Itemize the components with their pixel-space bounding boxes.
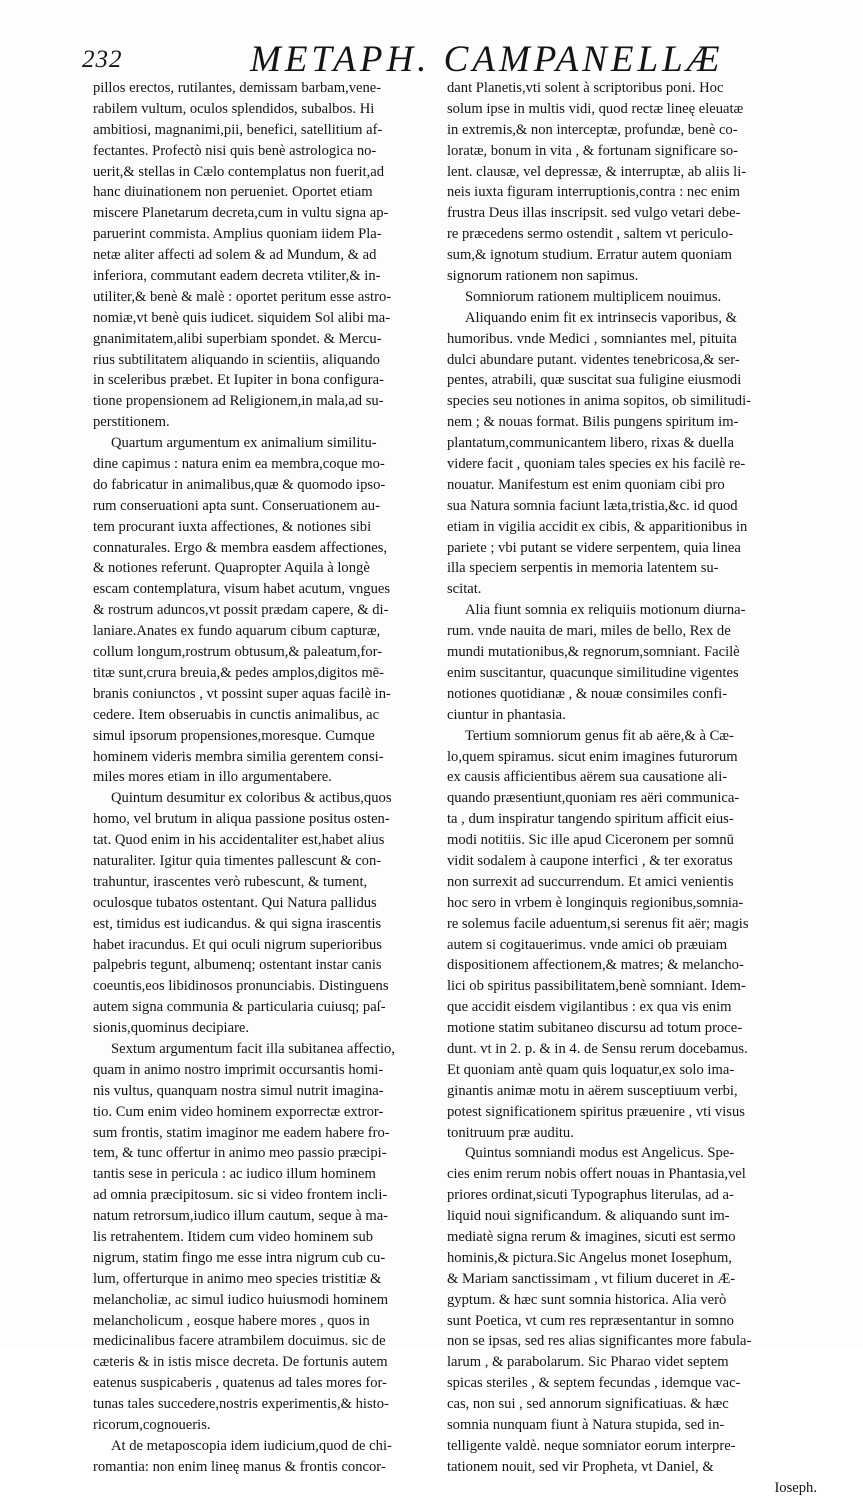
text-line: Quintus somniandi modus est Angelicus. Spe-	[465, 1145, 735, 1162]
running-head	[82, 38, 852, 78]
text-line: pillos erectos, rutilantes, demissam barbam,vene-	[93, 80, 382, 96]
text-line: coeuntis,eos libidinosos pronunciabis. Distinguens	[93, 978, 389, 995]
text-line: nem ; & nouas format. Bilis pungens spiritum im-	[447, 414, 739, 431]
text-line: collum longum,rostrum obtusum,& paleatum,for-	[93, 644, 383, 661]
text-line: palpebris tegunt, albumenq; ostentant instar canis	[93, 957, 382, 974]
text-line: rum conseruationi apta sunt. Conseruationem au-	[93, 497, 380, 514]
text-line: somnia nunquam fiunt à Natura stupida, sed in-	[447, 1417, 725, 1433]
text-line: Sextum argumentum facit illa subitanea affectio,	[111, 1040, 395, 1057]
text-line: homo, vel brutum in aliqua passione positus osten-	[93, 811, 390, 828]
right-text-column	[447, 78, 817, 1499]
text-line: ricorum,cognoueris.	[93, 1417, 211, 1433]
text-line: enim suscitantur, quacunque similitudine vigentes	[447, 664, 739, 681]
text-line: hoc sero in vrbem è longinquis regionibus,somnia-	[447, 894, 744, 911]
text-line: sum,& ignotum studium. Erratur autem quoniam	[447, 247, 732, 264]
text-line: miles mores etiam in illo argumentabere.	[93, 769, 332, 786]
text-line: naturaliter. Igitur quia timentes pallescunt & con-	[93, 852, 382, 869]
text-line: gnanimitatem,alibi superbiam spondet. & Mercu-	[93, 330, 382, 347]
text-line: hominis,& pictura.Sic Angelus monet Iosephum,	[447, 1249, 732, 1266]
text-line: autem signa communia & particularia cuiusq; paſ-	[93, 999, 386, 1016]
text-line: tantis sese in pericula : ac iudico illum hominem	[93, 1166, 376, 1183]
text-line: rius subtilitatem aliquando in scientiis, aliquando	[93, 351, 380, 368]
text-line: cas, non sui , sed annorum significatiuas. & hæc	[447, 1396, 729, 1413]
text-line: & Mariam sanctissimam , vt filium duceret in Æ-	[447, 1270, 736, 1287]
text-line: medicinalibus facere atrambilem docuimus. sic de	[93, 1333, 386, 1350]
running-title: METAPH. CAMPANELLÆ	[250, 39, 724, 80]
text-line: perstitionem.	[93, 414, 170, 431]
text-line: ex causis afficientibus aërem sua causatione ali-	[447, 769, 728, 786]
text-line: neis iuxta figuram interruptionis,contra : nec enim	[447, 184, 741, 201]
text-line: uerit,& stellas in Cælo contemplatus non fuerit,ad	[93, 163, 385, 180]
text-line: etiam in vigilia accidit ex cibis, & apparitionibus in	[447, 518, 748, 535]
text-line: eatenus suspicaberis , quatenus ad tales mores for-	[93, 1375, 387, 1392]
text-line: titæ sunt,crura breuia,& pedes amplos,digitos mē-	[93, 664, 385, 681]
text-line: escam contemplatura, visum habet acutum, vngues	[93, 581, 391, 598]
text-line: que accidit eisdem vigilantibus : ex qua vis enim	[447, 999, 732, 1016]
text-line: tat. Quod enim in his accidentaliter est,habet alius	[93, 832, 385, 849]
text-line: potest significationem spiritus præuenire , vti visus	[447, 1103, 745, 1120]
text-line: inferiora, commutant eadem decreta vtiliter,& in-	[93, 268, 381, 285]
text-line: rabilem vultum, oculos splendidos, subalbos. Hi	[93, 100, 375, 117]
text-line: sua Natura somnia faciunt læta,tristia,&c. id quod	[447, 497, 738, 514]
text-line: Aliquando enim fit ex intrinsecis vaporibus, &	[465, 309, 737, 326]
text-line: sunt Poetica, vt cum res repræsentantur in somno	[447, 1312, 734, 1329]
text-line: vidit sodalem à caupone interfici , & ter exoratus	[447, 852, 733, 869]
text-line: hanc diuinationem non perueniet. Oportet etiam	[93, 184, 373, 201]
text-line: cæteris & in istis misce decreta. De fortunis autem	[93, 1354, 388, 1371]
text-line: nomiæ,vt benè quis iudicet. siquidem Sol alibi ma-	[93, 309, 391, 326]
text-line: rum. vnde nauita de mari, miles de bello, Rex de	[447, 623, 731, 640]
page-number: 232	[82, 46, 123, 73]
text-line: videre facit , quoniam tales species ex his facilè re-	[447, 456, 746, 473]
text-line: paruerint commista. Amplius quoniam iidem Pla-	[93, 226, 382, 243]
text-line: oculosque tubatos ostentant. Qui Natura pallidus	[93, 894, 377, 911]
text-line: Somniorum rationem multiplicem nouimus.	[465, 288, 722, 305]
text-line: romantia: non enim lineę manus & frontis concor-	[93, 1458, 386, 1475]
text-line: sionis,quominus decipiare.	[93, 1020, 250, 1037]
text-line: trahuntur, irascentes verò rubescunt, & tument,	[93, 873, 368, 890]
text-line: lent. clausæ, vel depressæ, & interruptæ, ab aliis li-	[447, 163, 747, 180]
text-line: ambitiosi, magnanimi,pii, benefici, satellitium af-	[93, 121, 383, 138]
text-line: Quartum argumentum ex animalium similitu-	[111, 435, 377, 452]
text-line: pariete ; vbi putant se videre serpentem, quia linea	[447, 539, 741, 556]
text-line: gyptum. & hæc sunt somnia historica. Alia verò	[447, 1291, 727, 1308]
text-line: humoribus. vnde Medici , somniantes mel, pituita	[447, 330, 737, 347]
text-line: ciuntur in phantasia.	[447, 706, 566, 723]
text-line: Quintum desumitur ex coloribus & actibus,quos	[111, 790, 392, 807]
text-line: cies enim rerum nobis offert nouas in Phantasia,vel	[447, 1166, 746, 1183]
text-line: liquid noui significandum. & aliquando sunt im-	[447, 1208, 730, 1225]
text-line: laniare.Anates ex fundo aquarum cibum capturæ,	[93, 623, 381, 640]
text-line: modi notitiis. Sic ille apud Ciceronem per somnū	[447, 832, 734, 849]
text-line: Alia fiunt somnia ex reliquiis motionum diurna-	[465, 602, 746, 619]
text-line: do fabricatur in animalibus,quæ & quomodo ipso-	[93, 476, 386, 493]
text-line: tem procurant iuxta affectiones, & notiones sibi	[93, 518, 372, 535]
text-line: scitat.	[447, 581, 482, 598]
text-line: telligente valdè. neque somniator eorum interpre-	[447, 1437, 736, 1454]
text-line: species seu notiones in anima sopitos, ob similitudi-	[447, 393, 752, 410]
text-line: & notiones referunt. Quapropter Aquila à longè	[93, 560, 370, 577]
text-line: quando præsentiunt,quoniam res aëri communica-	[447, 790, 740, 807]
text-line: solum ipse in multis vidi, quod rectæ lineę eleuatæ	[447, 100, 744, 117]
left-text-column	[93, 78, 429, 1478]
text-line: lum, offerturque in animo meo species tristitiæ &	[93, 1270, 382, 1287]
text-line: loratæ, bonum in vita , & fortunam significare so-	[447, 142, 739, 159]
text-line: tonitruum præ auditu.	[447, 1124, 574, 1141]
text-line: est, timidus est iudicandus. & qui signa irascentis	[93, 915, 382, 932]
text-line: pentes, atrabili, quæ suscitat sua fuligine eiusmodi	[447, 372, 742, 389]
text-line: tio. Cum enim video hominem exporrectæ extror-	[93, 1103, 384, 1120]
text-line: ginantis animæ motu in aërem susceptiuum verbi,	[447, 1082, 738, 1099]
text-line: At de metaposcopia idem iudicium,quod de chi-	[111, 1437, 392, 1454]
text-line: lis retrahentem. Itidem cum video hominem sub	[93, 1228, 374, 1245]
text-line: motione statim subitaneo discursu ad totum proce-	[447, 1020, 743, 1037]
text-line: fectantes. Profectò nisi quis benè astrologica no-	[93, 142, 377, 159]
text-line: re præcedens sermo ostendit , saltem vt periculo-	[447, 226, 734, 243]
text-line: branis coniunctos , vt possint super aquas facilè in-	[93, 685, 391, 702]
text-line: dine capimus : natura enim ea membra,coque mo-	[93, 456, 385, 473]
text-line: signorum rationem non sapimus.	[447, 268, 639, 285]
text-line: tunas tales succedere,nostris experimentis,& histo-	[93, 1396, 389, 1413]
text-line: netæ aliter affecti ad solem & ad Mundum, & ad	[93, 247, 377, 264]
text-line: dunt. vt in 2. p. & in 4. de Sensu rerum docebamus.	[447, 1040, 748, 1057]
text-line: habet iracundus. Et qui oculi nigrum superioribus	[93, 936, 382, 953]
text-line: in sceleribus præbet. Et Iupiter in bona configura-	[93, 372, 384, 389]
text-line: hominem videris membra similia gerentem consi-	[93, 748, 384, 765]
text-line: natum retrorsum,iudico illum cautum, seque à ma-	[93, 1208, 389, 1225]
text-line: autem si cogitauerimus. vnde amici ob præuiam	[447, 936, 728, 953]
text-line: Tertium somniorum genus fit ab aëre,& à Cæ-	[465, 727, 734, 744]
text-line: miscere Planetarum decreta,cum in vultu signa ap-	[93, 205, 389, 222]
text-line: sum frontis, statim imaginor me eadem habere fro-	[93, 1124, 390, 1141]
text-line: utiliter,& benè & malè : oportet peritum esse astro-	[93, 288, 392, 305]
text-line: dant Planetis,vti solent à scriptoribus poni. Hoc	[447, 80, 724, 96]
text-line: plantatum,communicantem libero, rixas & duella	[447, 435, 734, 452]
text-line: lici ob spiritus passibilitatem,benè somniant. Idem-	[447, 978, 746, 995]
text-line: cedere. Item obseruabis in cunctis animalibus, ac	[93, 706, 380, 723]
text-line: non surrexit ad succurrendum. Et amici venientis	[447, 873, 734, 890]
text-line: simul ipsorum propensiones,moresque. Cumque	[93, 727, 375, 744]
text-line: Ioseph.	[774, 1479, 817, 1496]
text-line: nis vultus, quanquam nostra simul nutrit imagina-	[93, 1082, 384, 1099]
text-line: illa speciem serpentis in memoria latentem su-	[447, 560, 719, 577]
text-line: dulci abundare putant. videntes tenebricosa,& ser-	[447, 351, 740, 368]
text-line: mundi mutationibus,& regnorum,somniant. Facilè	[447, 644, 740, 661]
text-line: & rostrum aduncos,vt possit prædam capere, & di-	[93, 602, 389, 619]
text-line: nigrum, statim fingo me esse intra nigrum cub cu-	[93, 1249, 386, 1266]
text-line: ad omnia præcipitosum. sic si video frontem incli-	[93, 1187, 388, 1204]
text-line: frustra Deus illas inscripsit. sed vulgo vetari debe-	[447, 205, 741, 222]
text-line: non se ipsas, sed res alias significantes more fabula-	[447, 1333, 752, 1350]
text-line: tione propensionem ad Religionem,in mala,ad su-	[93, 393, 384, 410]
text-line: tem, & tunc offertur in animo meo passio præcipi-	[93, 1145, 387, 1162]
text-line: dispositionem affectionem,& matres; & melancho-	[447, 957, 744, 974]
text-line: ta , dum inspiratur tangendo spiritum afficit eius-	[447, 811, 734, 828]
text-line: notiones quotidianæ , & nouæ consimiles confi-	[447, 685, 728, 702]
text-line: connaturales. Ergo & membra easdem affectiones,	[93, 539, 388, 556]
text-line: lo,quem spiramus. sicut enim imagines futurorum	[447, 748, 738, 765]
text-line: tationem nouit, sed vir Propheta, vt Daniel, &	[447, 1458, 714, 1475]
text-line: priores ordinat,sicuti Typographus literulas, ad a-	[447, 1187, 734, 1204]
text-line: spicas steriles , & septem fecundas , idemque vac-	[447, 1375, 741, 1392]
text-line: quam in animo nostro imprimit occursantis homi-	[93, 1061, 384, 1078]
text-line: nouatur. Manifestum est enim quoniam cibi pro	[447, 476, 725, 493]
text-line: in extremis,& non interceptæ, profundæ, benè co-	[447, 121, 738, 138]
text-line: melancholiæ, ac simul iudico huiusmodi hominem	[93, 1291, 389, 1308]
text-line: Et quoniam antè quam quis loquatur,ex solo ima-	[447, 1061, 735, 1078]
text-line: mediatè signa rerum & imagines, sicuti est sermo	[447, 1228, 736, 1245]
text-line: larum , & parabolarum. Sic Pharao videt septem	[447, 1354, 729, 1371]
text-line: re solemus facile aduentum,si serenus fit aër; magis	[447, 915, 749, 932]
text-line: melancholicum , eosque habere mores , quos in	[93, 1312, 370, 1329]
